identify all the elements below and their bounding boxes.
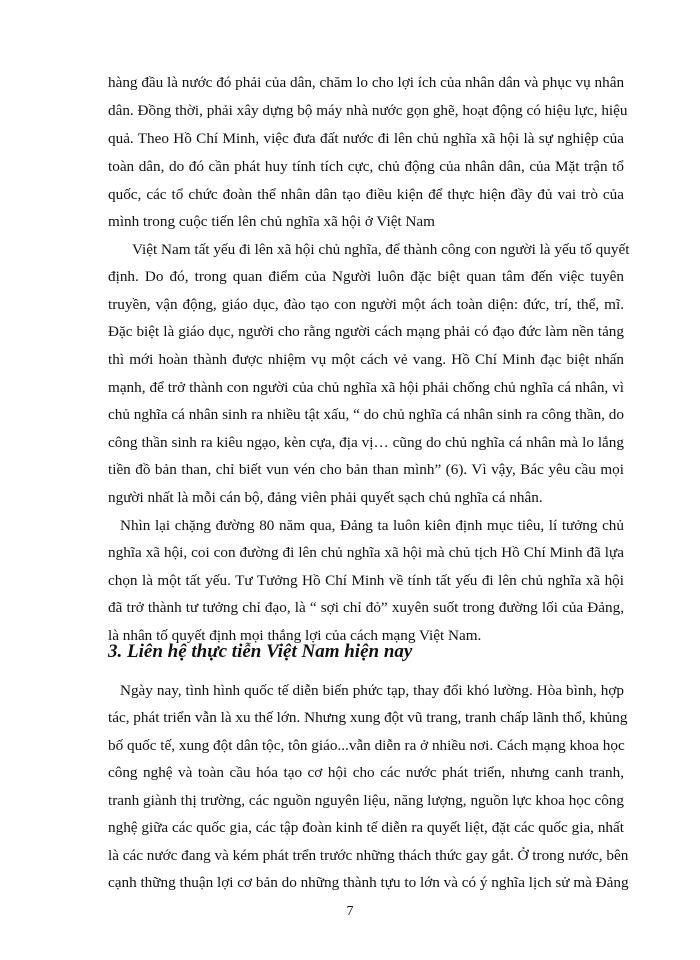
text-line: công nghệ và toàn cầu hóa tạo cơ hội cho các nước phát triển, nhưng canh tranh, — [108, 764, 624, 781]
text-line: quốc, các tổ chức đoàn thể nhân dân tạo điều kiện để thực hiện đầy đủ vai trò của — [108, 186, 624, 203]
text-line: dân. Đồng thời, phải xây dựng bộ máy nhà nước gọn ghẽ, hoạt động có hiệu lực, hiệu — [108, 102, 628, 119]
text-line: quả. Theo Hồ Chí Minh, việc đưa đất nước đi lên chủ nghĩa xã hội là sự nghiệp của — [108, 130, 624, 147]
text-line: Đặc biệt là giáo dục, người cho rằng người cách mạng phải có đạo đức làm nền tảng — [108, 323, 624, 340]
text-line: Ngày nay, tình hình quốc tế diễn biến phức tạp, thay đổi khó lường. Hòa bình, hợp — [120, 682, 624, 699]
text-line: là nhân tố quyết định mọi thắng lợi của cách mạng Việt Nam. — [108, 627, 482, 644]
text-line: tranh giành thị trường, các nguồn nguyên liệu, năng lượng, nguồn lực khoa học công — [108, 792, 624, 809]
text-line: thì mới hoàn thành được nhiệm vụ một cách vẻ vang. Hồ Chí Minh đạc biệt nhấn — [108, 351, 624, 368]
text-line: tiền đồ bản than, chỉ biết vun vén cho bản than mình” (6). Vì vậy, Bác yêu cầu mọi — [108, 461, 624, 478]
section-heading: 3. Liên hệ thực tiễn Việt Nam hiện nay — [108, 641, 413, 662]
text-line: mình trong cuộc tiến lên chủ nghĩa xã hội ở Việt Nam — [108, 213, 435, 230]
text-line: tác, phát triển vẫn là xu thế lớn. Nhưng xung đột vũ trang, tranh chấp lãnh thổ, khủng — [108, 709, 628, 726]
text-line: Nhìn lại chặng đường 80 năm qua, Đảng ta luôn kiên định mục tiêu, lí tưởng chủ — [120, 517, 624, 534]
text-line: hàng đầu là nước đó phải của dân, chăm lo cho lợi ích của nhân dân và phục vụ nhân — [108, 74, 625, 91]
text-line: nghệ giữa các quốc gia, các tập đoàn kinh tế diễn ra quyết liệt, đặt các quốc gia, nhất — [108, 819, 624, 836]
text-line: đã trở thành tư tưởng chỉ đạo, là “ sợi chỉ đỏ” xuyên suốt trong đường lối của Đảng, — [108, 599, 624, 616]
text-line: người nhất là mỗi cán bộ, đảng viên phải quyết sạch chủ nghĩa cá nhân. — [108, 489, 543, 506]
text-line: Việt Nam tất yếu đi lên xã hội chủ nghĩa, để thành công con người là yếu tố quyết — [132, 241, 630, 258]
page-number: 7 — [346, 904, 354, 919]
text-line: là các nước đang và kém phát trển trước những thách thức gay gắt. Ở trong nước, bên — [108, 847, 629, 864]
text-line: bố quốc tế, xung đột dân tộc, tôn giáo...vẫn diễn ra ở nhiều nơi. Cách mạng khoa học — [108, 737, 625, 754]
text-line: mạnh, để trở thành con người của chủ nghĩa xã hội phải chống chủ nghĩa cá nhân, vì — [108, 379, 624, 396]
text-line: định. Do đó, trong quan điểm của Người luôn đặc biệt quan tâm đến việc tuyên — [108, 268, 624, 285]
text-line: cạnh thững thuận lợi cơ bản do những thành tựu to lớn và có ý nghĩa lịch sử mà Đảng — [108, 874, 629, 891]
text-line: chủ nghĩa cá nhân sinh ra nhiều tật xấu, “ do chủ nghĩa cá nhân sinh ra công thần, do — [108, 406, 624, 423]
text-line: chọn là một tất yếu. Tư Tưởng Hồ Chí Minh về tính tất yếu đi lên chủ nghĩa xã hội — [108, 572, 624, 589]
text-line: truyền, vận động, giáo dục, đào tạo con người một ách toàn diện: đức, trí, thể, mĩ. — [108, 296, 624, 313]
text-line: công thần sinh ra kiêu ngạo, kèn cựa, địa vị… cũng do chủ nghĩa cá nhân mà lo lắng — [108, 434, 624, 451]
text-line: toàn dân, do đó cần phát huy tính tích cực, chủ động của nhân dân, của Mặt trận tổ — [108, 158, 624, 175]
text-line: nghĩa xã hội, coi con đường đi lên chủ nghĩa xã hội mà chủ tịch Hồ Chí Minh đã lựa — [108, 544, 624, 561]
